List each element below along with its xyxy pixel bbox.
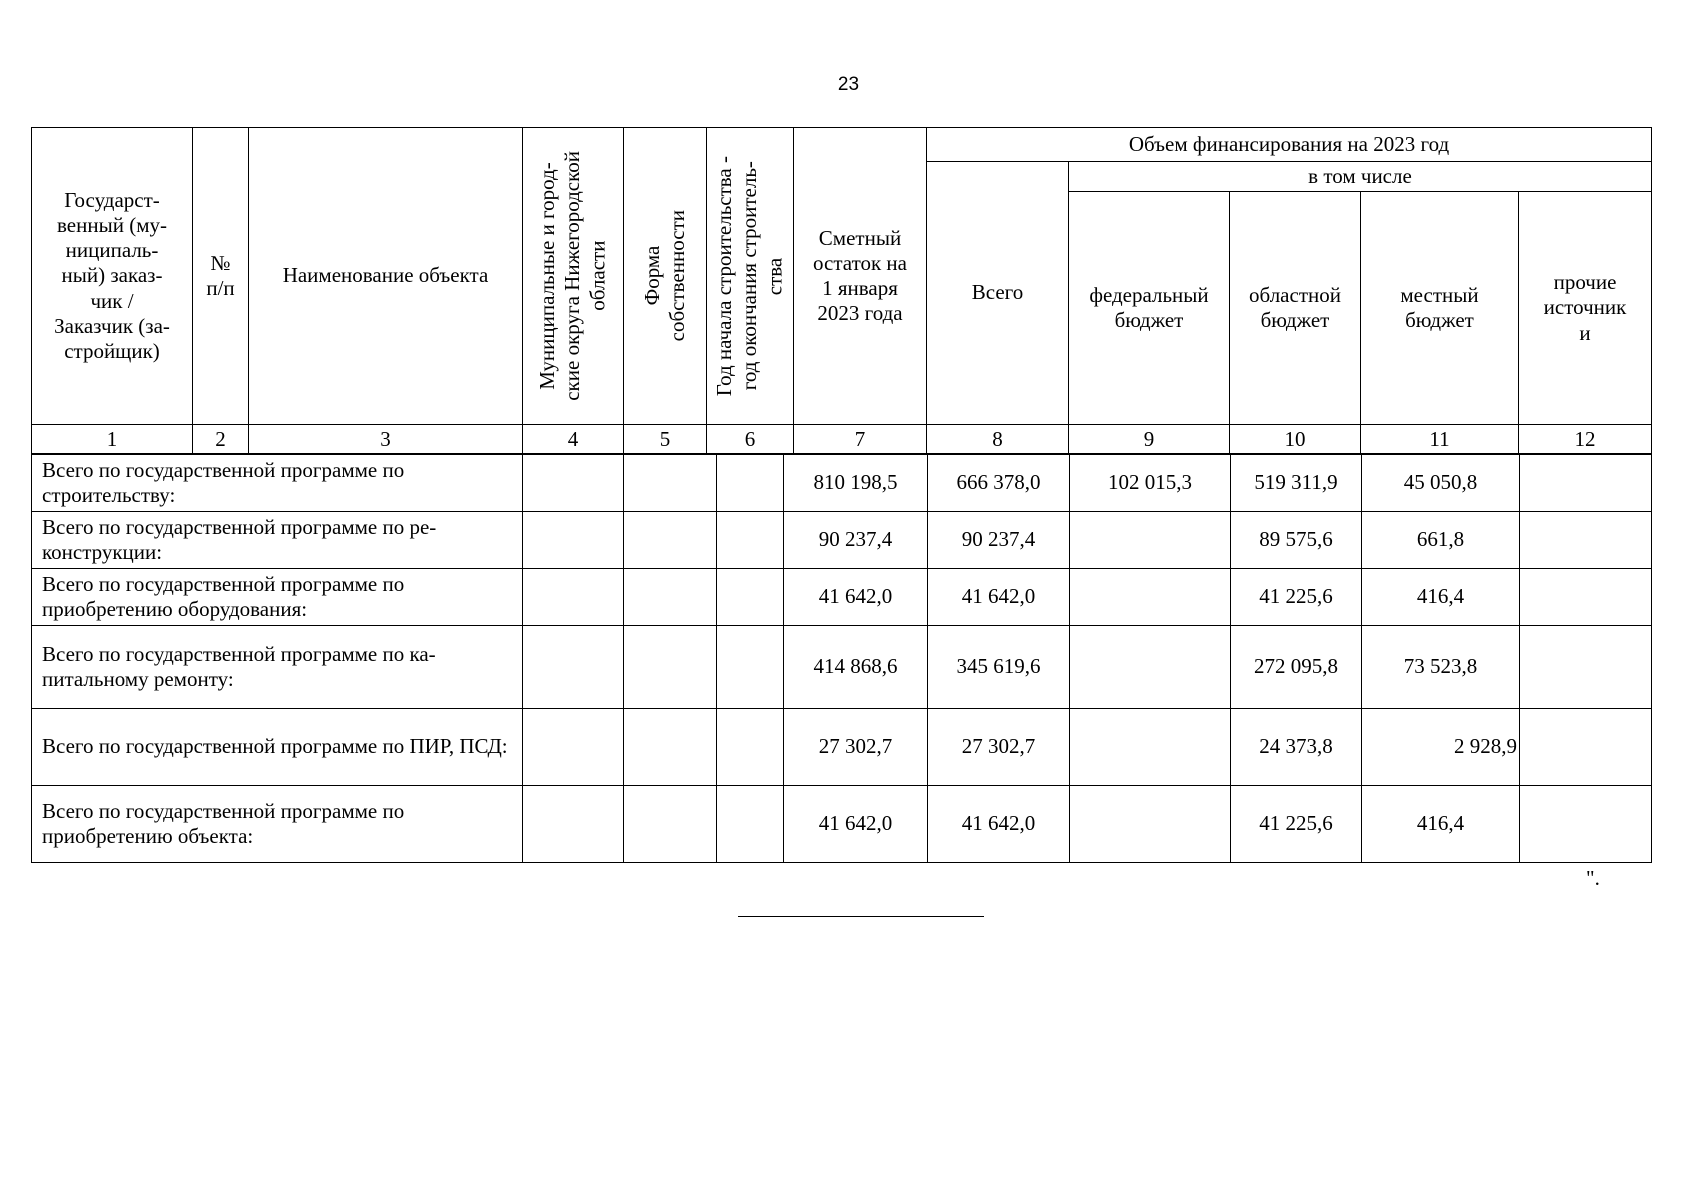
cell-empty bbox=[523, 786, 624, 863]
header-ownership: Форма собственности bbox=[624, 128, 707, 425]
table-row bbox=[32, 455, 1652, 512]
table-row bbox=[32, 512, 1652, 569]
header-local-budget: местный бюджет bbox=[1361, 192, 1519, 425]
cell-estimate: 414 868,6 bbox=[784, 626, 928, 709]
cell-local: 416,4 bbox=[1362, 569, 1520, 626]
cell-empty bbox=[523, 569, 624, 626]
column-number: 11 bbox=[1361, 425, 1519, 454]
cell-local: 2 928,9 bbox=[1362, 709, 1520, 786]
row-label: Всего по государственной программе по приобретению оборудования: bbox=[32, 569, 523, 626]
closing-quote-mark: ". bbox=[1586, 866, 1600, 890]
end-separator-line bbox=[738, 916, 984, 917]
column-number: 5 bbox=[624, 425, 707, 454]
column-number: 4 bbox=[523, 425, 624, 454]
cell-other bbox=[1520, 626, 1652, 709]
header-customer: Государст- венный (му- ниципаль- ный) заказ- чик / Заказчик (за- стройщик) bbox=[32, 128, 193, 425]
cell-empty bbox=[717, 786, 784, 863]
cell-other bbox=[1520, 569, 1652, 626]
cell-federal: 102 015,3 bbox=[1070, 455, 1231, 512]
cell-total: 90 237,4 bbox=[928, 512, 1070, 569]
cell-empty bbox=[624, 455, 717, 512]
cell-empty bbox=[624, 626, 717, 709]
row-label: Всего по государственной программе по ре-конструкции: bbox=[32, 512, 523, 569]
column-number: 9 bbox=[1069, 425, 1230, 454]
cell-estimate: 41 642,0 bbox=[784, 786, 928, 863]
cell-regional: 41 225,6 bbox=[1231, 786, 1362, 863]
table-row bbox=[32, 709, 1652, 786]
table-header bbox=[31, 127, 1652, 454]
cell-total: 27 302,7 bbox=[928, 709, 1070, 786]
cell-estimate: 41 642,0 bbox=[784, 569, 928, 626]
cell-local: 661,8 bbox=[1362, 512, 1520, 569]
cell-empty bbox=[717, 455, 784, 512]
header-federal-budget: федеральный бюджет bbox=[1069, 192, 1230, 425]
cell-empty bbox=[523, 512, 624, 569]
cell-empty bbox=[624, 709, 717, 786]
cell-total: 345 619,6 bbox=[928, 626, 1070, 709]
column-number: 2 bbox=[193, 425, 249, 454]
cell-empty bbox=[717, 709, 784, 786]
cell-regional: 272 095,8 bbox=[1231, 626, 1362, 709]
cell-total: 666 378,0 bbox=[928, 455, 1070, 512]
header-number: № п/п bbox=[193, 128, 249, 425]
page-number: 23 bbox=[837, 74, 860, 95]
header-regional-budget: областной бюджет bbox=[1230, 192, 1361, 425]
cell-estimate: 90 237,4 bbox=[784, 512, 928, 569]
column-number: 1 bbox=[32, 425, 193, 454]
cell-empty bbox=[523, 709, 624, 786]
table-body bbox=[31, 454, 1652, 863]
cell-local: 416,4 bbox=[1362, 786, 1520, 863]
header-total: Всего bbox=[927, 162, 1069, 425]
header-estimate-balance: Сметный остаток на 1 января 2023 года bbox=[794, 128, 927, 425]
cell-empty bbox=[717, 512, 784, 569]
cell-federal bbox=[1070, 512, 1231, 569]
row-label: Всего по государственной программе по приобретению объекта: bbox=[32, 786, 523, 863]
column-number: 7 bbox=[794, 425, 927, 454]
cell-regional: 41 225,6 bbox=[1231, 569, 1362, 626]
header-other-sources: прочие источник и bbox=[1519, 192, 1652, 425]
cell-estimate: 27 302,7 bbox=[784, 709, 928, 786]
cell-other bbox=[1520, 709, 1652, 786]
cell-total: 41 642,0 bbox=[928, 569, 1070, 626]
column-number: 12 bbox=[1519, 425, 1652, 454]
cell-empty bbox=[717, 626, 784, 709]
column-number: 10 bbox=[1230, 425, 1361, 454]
cell-regional: 89 575,6 bbox=[1231, 512, 1362, 569]
cell-regional: 24 373,8 bbox=[1231, 709, 1362, 786]
cell-local: 45 050,8 bbox=[1362, 455, 1520, 512]
column-number: 8 bbox=[927, 425, 1069, 454]
cell-regional: 519 311,9 bbox=[1231, 455, 1362, 512]
row-label: Всего по государственной программе по ПИР, ПСД: bbox=[32, 709, 523, 786]
column-number: 6 bbox=[707, 425, 794, 454]
cell-empty bbox=[624, 569, 717, 626]
header-financing-group: Объем финансирования на 2023 год bbox=[927, 128, 1652, 162]
header-municipality: Муниципальные и город- ские округа Нижегородской области bbox=[523, 128, 624, 425]
table-row bbox=[32, 569, 1652, 626]
cell-empty bbox=[624, 512, 717, 569]
cell-local: 73 523,8 bbox=[1362, 626, 1520, 709]
cell-other bbox=[1520, 455, 1652, 512]
cell-total: 41 642,0 bbox=[928, 786, 1070, 863]
cell-empty bbox=[717, 569, 784, 626]
column-number: 3 bbox=[249, 425, 523, 454]
header-construction-years: Год начала строительства - год окончания строитель- ства bbox=[707, 128, 794, 425]
cell-empty bbox=[523, 626, 624, 709]
row-label: Всего по государственной программе по строительству: bbox=[32, 455, 523, 512]
cell-federal bbox=[1070, 709, 1231, 786]
row-label: Всего по государственной программе по ка-питальному ремонту: bbox=[32, 626, 523, 709]
cell-other bbox=[1520, 512, 1652, 569]
cell-estimate: 810 198,5 bbox=[784, 455, 928, 512]
cell-empty bbox=[624, 786, 717, 863]
cell-federal bbox=[1070, 786, 1231, 863]
cell-empty bbox=[523, 455, 624, 512]
cell-federal bbox=[1070, 626, 1231, 709]
header-including: в том числе bbox=[1069, 162, 1652, 192]
cell-other bbox=[1520, 786, 1652, 863]
table-row bbox=[32, 626, 1652, 709]
header-object-name: Наименование объекта bbox=[249, 128, 523, 425]
table-row bbox=[32, 786, 1652, 863]
cell-federal bbox=[1070, 569, 1231, 626]
